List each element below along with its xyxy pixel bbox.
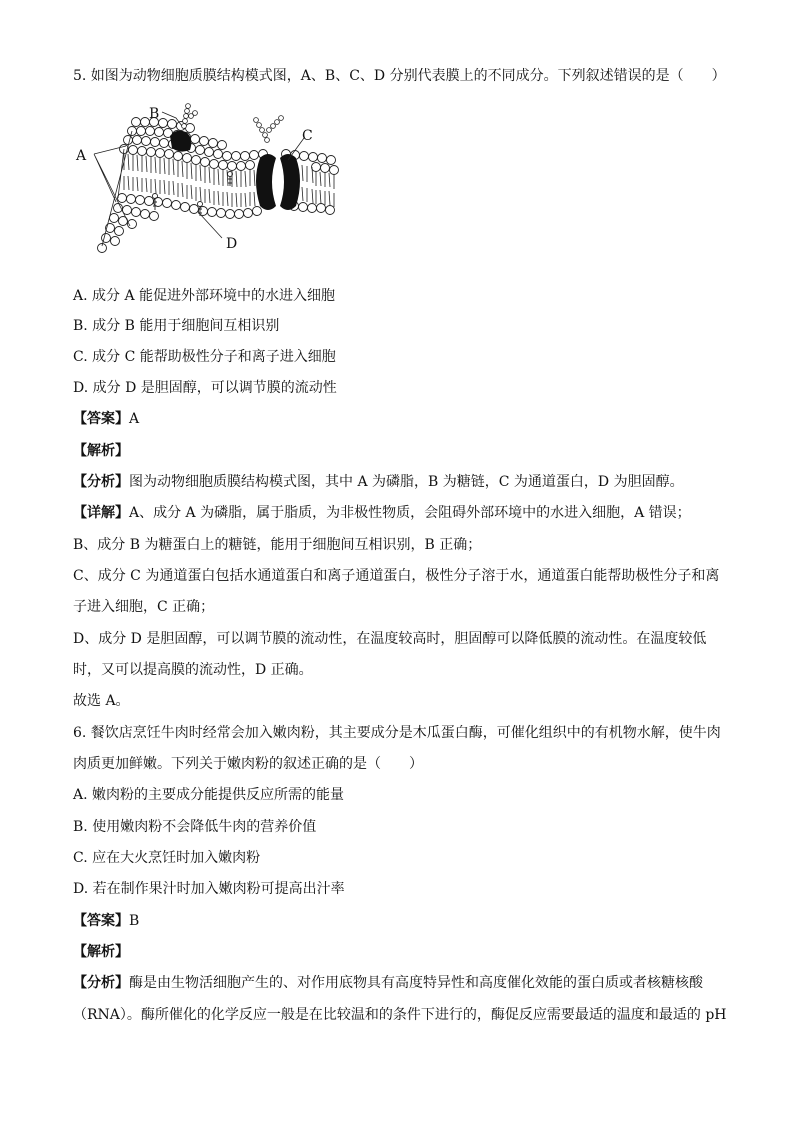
q5-xiangjie [73,503,733,523]
q6-answer-value: B [129,913,140,929]
q6-analysis-heading: 【解析】 [73,944,129,960]
q5-analysis-heading: 【解析】 [73,443,129,459]
q6-fenxi-tag: 【分析】 [73,975,129,991]
q6-stem-line2: 肉质更加鲜嫩。下列关于嫩肉粉的叙述正确的是（ ） [73,756,423,772]
label-B: B [149,106,160,122]
q5-conclusion: 故选 A。 [73,693,130,709]
q5-line-c1: C、成分 C 为通道蛋白包括水通道蛋白和离子通道蛋白，极性分子溶于水，通道蛋白能帮助极性分子和离 [73,568,720,584]
q5-option-c: C. 成分 C 能帮助极性分子和离子进入细胞 [73,349,336,365]
cell-membrane-diagram [72,98,342,258]
label-D: D [226,236,238,252]
q6-option-a: A. 嫩肉粉的主要成分能提供反应所需的能量 [73,787,345,803]
q5-fenxi-text: 图为动物细胞质膜结构模式图，其中 A 为磷脂，B 为糖链，C 为通道蛋白，D 为胆固醇。 [129,474,684,490]
q6-stem-line1: 6. 餐饮店烹饪牛肉时经常会加入嫩肉粉，其主要成分是木瓜蛋白酶，可催化组织中的有机物水解，使牛肉 [73,725,721,741]
q5-line-d2: 时，又可以提高膜的流动性，D 正确。 [73,662,313,678]
q5-option-a: A. 成分 A 能促进外部环境中的水进入细胞 [73,288,336,304]
label-C: C [302,128,313,144]
q6-option-c: C. 应在大火烹饪时加入嫩肉粉 [73,850,261,866]
q6-fenxi-text1: 酶是由生物活细胞产生的、对作用底物具有高度特异性和高度催化效能的蛋白质或者核糖核酸 [129,975,703,991]
q5-option-d: D. 成分 D 是胆固醇，可以调节膜的流动性 [73,380,337,396]
q5-xiangjie-tag: 【详解】 [73,505,129,521]
q5-line-c2: 子进入细胞，C 正确； [73,599,215,615]
q5-fenxi-tag: 【分析】 [73,474,129,490]
q6-option-d: D. 若在制作果汁时加入嫩肉粉可提高出汁率 [73,881,345,897]
q5-answer-value: A [129,411,140,427]
q5-line-b: B、成分 B 为糖蛋白上的糖链，能用于细胞间互相识别，B 正确； [73,537,482,553]
q5-answer [73,409,733,429]
q6-answer-tag: 【答案】 [73,913,129,929]
q6-fenxi-line2: （RNA）。酶所催化的化学反应一般是在比较温和的条件下进行的，酶促反应需要最适的温度和最适的 pH [73,1007,727,1023]
q6-option-b: B. 使用嫩肉粉不会降低牛肉的营养价值 [73,819,317,835]
label-A: A [76,148,87,164]
q5-line-d1: D、成分 D 是胆固醇，可以调节膜的流动性，在温度较高时，胆固醇可以降低膜的流动性。在温度较低 [73,631,707,647]
q5-option-b: B. 成分 B 能用于细胞间互相识别 [73,318,280,334]
membrane-structure [94,104,339,253]
q6-answer [73,911,733,931]
q5-stem: 5. 如图为动物细胞质膜结构模式图，A、B、C、D 分别代表膜上的不同成分。下列叙述错误的是（ ） [73,68,726,84]
q5-fenxi [73,472,733,492]
q6-fenxi-line1 [73,973,733,993]
q5-answer-tag: 【答案】 [73,411,129,427]
q5-xiangjie-text: A、成分 A 为磷脂，属于脂质，为非极性物质，会阻碍外部环境中的水进入细胞，A 错误； [129,505,691,521]
